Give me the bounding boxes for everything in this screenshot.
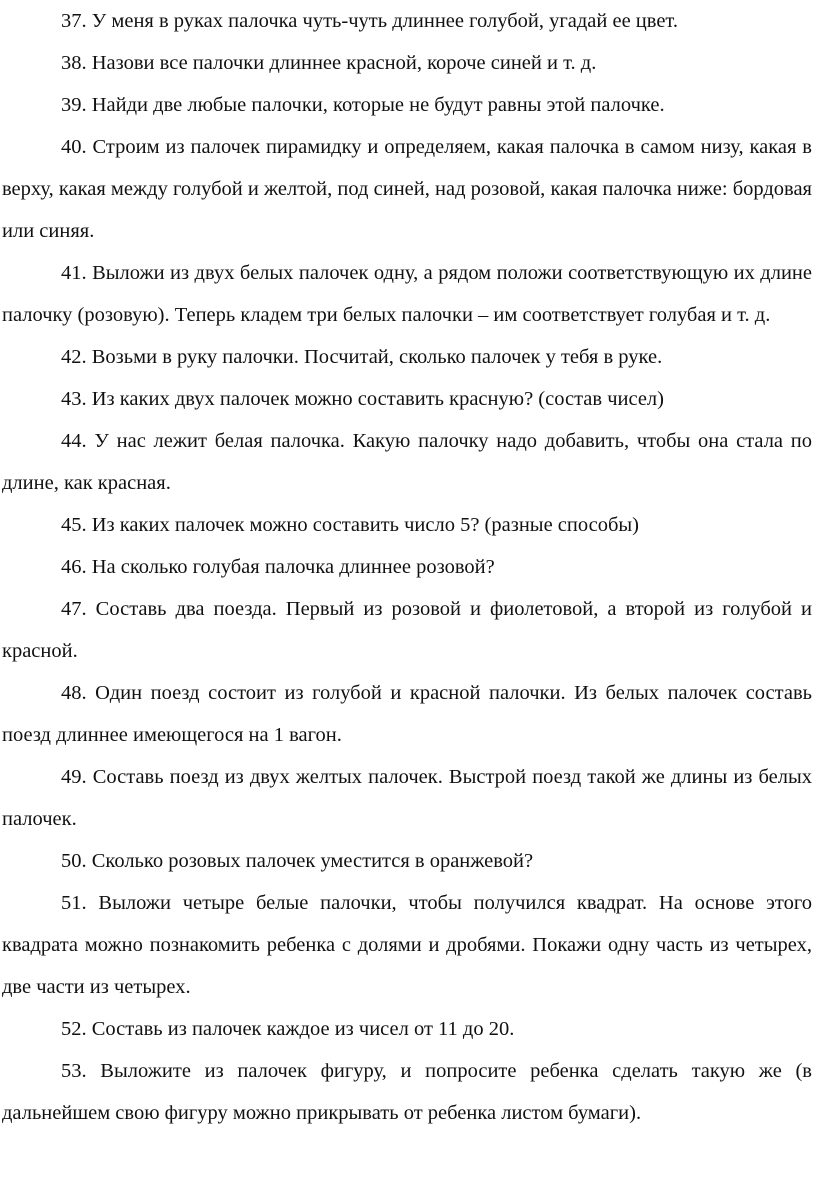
list-item-38: 38. Назови все палочки длиннее красной, короче синей и т. д.: [61, 52, 597, 74]
list-item-53: 53. Выложите из палочек фигуру, и попросите ребенка сделать такую же (в дальнейшем свою фигуру можно прикрывать от ребенка листом бумаги).: [2, 1060, 812, 1124]
list-item-44: 44. У нас лежит белая палочка. Какую палочку надо добавить, чтобы она стала по длине, как красная.: [2, 430, 812, 494]
list-item-40: 40. Строим из палочек пирамидку и определяем, какая палочка в самом низу, какая в верху, какая между голубой и желтой, под синей, над розовой, какая палочка ниже: бордовая или синяя.: [2, 136, 812, 242]
list-item-52: 52. Составь из палочек каждое из чисел от 11 до 20.: [61, 1018, 515, 1040]
list-item-46: 46. На сколько голубая палочка длиннее розовой?: [61, 556, 495, 578]
list-item-49: 49. Составь поезд из двух желтых палочек. Выстрой поезд такой же длины из белых палочек.: [2, 766, 812, 830]
list-item-48: 48. Один поезд состоит из голубой и красной палочки. Из белых палочек составь поезд длиннее имеющегося на 1 вагон.: [2, 682, 812, 746]
list-item-45: 45. Из каких палочек можно составить число 5? (разные способы): [61, 514, 640, 536]
list-item-39: 39. Найди две любые палочки, которые не будут равны этой палочке.: [61, 94, 665, 116]
list-item-50: 50. Сколько розовых палочек уместится в оранжевой?: [61, 850, 534, 872]
list-item-42: 42. Возьми в руку палочки. Посчитай, сколько палочек у тебя в руке.: [61, 346, 663, 368]
list-item-51: 51. Выложи четыре белые палочки, чтобы получился квадрат. На основе этого квадрата можно познакомить ребенка с долями и дробями. Покажи одну часть из четырех, две части из четырех.: [2, 892, 812, 998]
list-item-37: 37. У меня в руках палочка чуть-чуть длиннее голубой, угадай ее цвет.: [61, 10, 678, 32]
list-item-41: 41. Выложи из двух белых палочек одну, а рядом положи соответствующую их длине палочку (розовую). Теперь кладем три белых палочки – им соответствует голубая и т. д.: [2, 262, 812, 326]
list-item-47: 47. Составь два поезда. Первый из розовой и фиолетовой, а второй из голубой и красной.: [2, 598, 812, 662]
list-item-43: 43. Из каких двух палочек можно составить красную? (состав чисел): [61, 388, 664, 410]
